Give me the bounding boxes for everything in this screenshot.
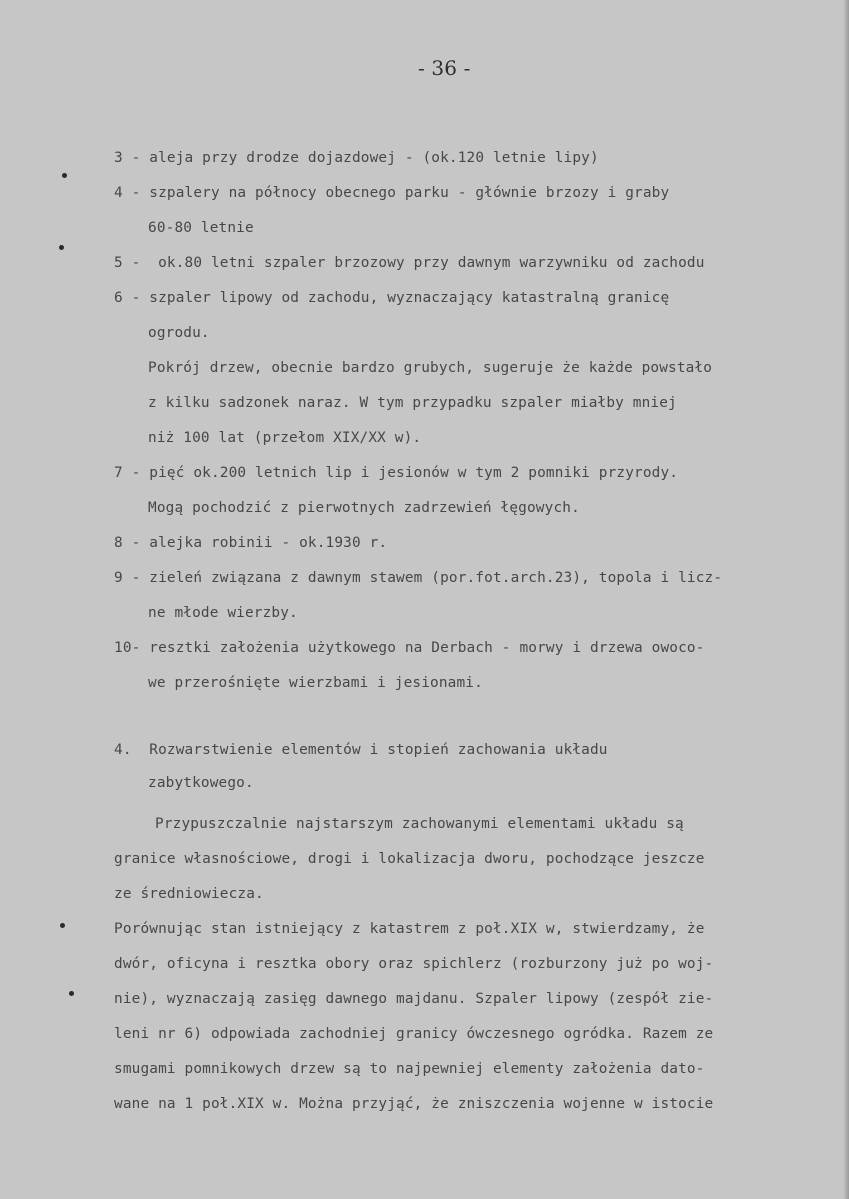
- margin-dot: [60, 923, 65, 928]
- margin-dot: [62, 173, 67, 178]
- text-line: 6 - szpaler lipowy od zachodu, wyznaczający katastralną granicę: [114, 290, 670, 306]
- text-line: Pokrój drzew, obecnie bardzo grubych, sugeruje że każde powstało: [148, 360, 713, 376]
- section-heading: 4. Rozwarstwienie elementów i stopień zachowania układu: [114, 742, 608, 758]
- text-line: z kilku sadzonek naraz. W tym przypadku szpaler miałby mniej: [148, 395, 677, 411]
- text-line: 60-80 letnie: [148, 220, 254, 236]
- text-line: 5 - ok.80 letni szpaler brzozowy przy dawnym warzywniku od zachodu: [114, 255, 705, 271]
- text-line: Mogą pochodzić z pierwotnych zadrzewień łęgowych.: [148, 500, 580, 516]
- text-line: leni nr 6) odpowiada zachodniej granicy ówczesnego ogródka. Razem ze: [114, 1026, 714, 1042]
- text-line: ogrodu.: [148, 325, 210, 341]
- text-line: ze średniowiecza.: [114, 886, 264, 902]
- text-line: wane na 1 poł.XIX w. Można przyjąć, że zniszczenia wojenne w istocie: [114, 1096, 714, 1112]
- text-line: 9 - zieleń związana z dawnym stawem (por.fot.arch.23), topola i licz-: [114, 570, 723, 586]
- text-line: niż 100 lat (przełom XIX/XX w).: [148, 430, 422, 446]
- text-line: we przerośnięte wierzbami i jesionami.: [148, 675, 483, 691]
- text-line: 10- resztki założenia użytkowego na Derbach - morwy i drzewa owoco-: [114, 640, 705, 656]
- text-line: dwór, oficyna i resztka obory oraz spichlerz (rozburzony już po woj-: [114, 956, 714, 972]
- page-edge: [843, 0, 849, 1199]
- page-number: - 36 -: [418, 56, 471, 80]
- text-line: 8 - alejka robinii - ok.1930 r.: [114, 535, 388, 551]
- text-line: granice własnościowe, drogi i lokalizacja dworu, pochodzące jeszcze: [114, 851, 705, 867]
- margin-dot: [69, 991, 74, 996]
- text-line: ne młode wierzby.: [148, 605, 298, 621]
- text-line: 7 - pięć ok.200 letnich lip i jesionów w tym 2 pomniki przyrody.: [114, 465, 679, 481]
- text-line: nie), wyznaczają zasięg dawnego majdanu. Szpaler lipowy (zespół zie-: [114, 991, 714, 1007]
- text-line: smugami pomnikowych drzew są to najpewniej elementy założenia dato-: [114, 1061, 705, 1077]
- text-line: Porównując stan istniejący z katastrem z poł.XIX w, stwierdzamy, że: [114, 921, 705, 937]
- margin-dot: [59, 245, 64, 250]
- section-heading: zabytkowego.: [148, 775, 254, 791]
- text-line: 4 - szpalery na północy obecnego parku - głównie brzozy i graby: [114, 185, 670, 201]
- text-line: 3 - aleja przy drodze dojazdowej - (ok.120 letnie lipy): [114, 150, 599, 166]
- text-line: Przypuszczalnie najstarszym zachowanymi elementami układu są: [155, 816, 684, 832]
